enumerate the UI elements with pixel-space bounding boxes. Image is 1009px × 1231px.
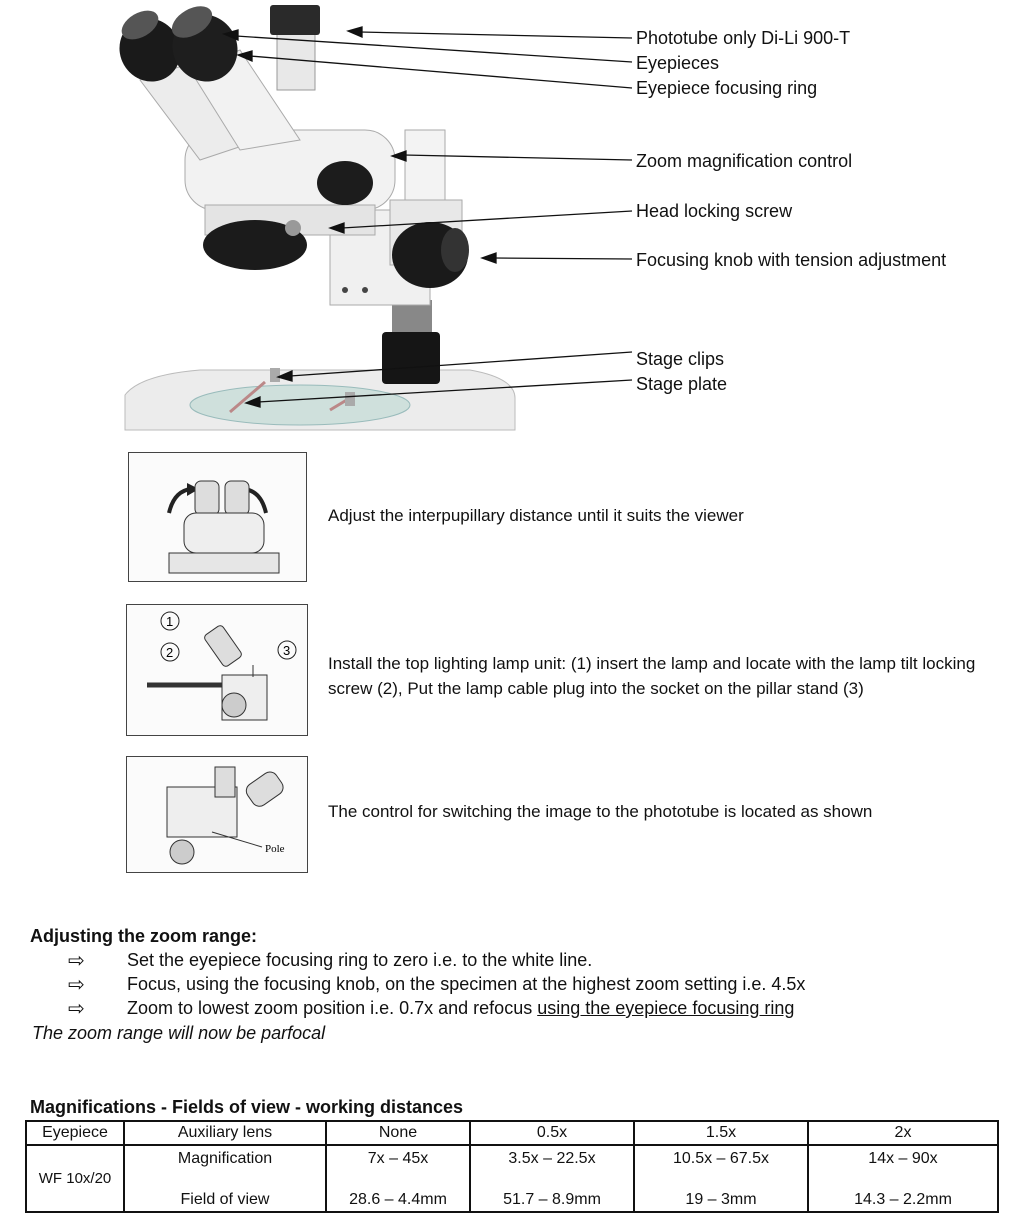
step-1-text: Adjust the interpupillary distance until it suits the viewer (328, 506, 744, 525)
label-head-locking-screw: Head locking screw (636, 201, 793, 221)
cell-1-5x: 10.5x – 67.5x 19 – 3mm (634, 1145, 808, 1212)
callout-1: 1 (166, 614, 174, 629)
microscope-illustration (0, 0, 1009, 440)
header-eyepiece: Eyepiece (26, 1121, 124, 1145)
magnification-table (25, 1120, 999, 1213)
table-title: Magnifications - Fields of view - working distances (30, 1097, 464, 1117)
zoom-heading: Adjusting the zoom range: (30, 926, 257, 946)
cell-none: 7x – 45x 28.6 – 4.4mm (326, 1145, 470, 1212)
pole-label: Pole (265, 843, 285, 855)
pillar-collar (382, 332, 440, 384)
label-phototube: Phototube only Di-Li 900-T (636, 28, 851, 48)
label-focusing-knob: Focusing knob with tension adjustment (636, 250, 947, 270)
step-2-text: Install the top lighting lamp unit: (1) insert the lamp and locate with the lamp tilt locking screw (2), Put the lamp cable plug into the socket on the pillar stand (3) (328, 654, 976, 698)
figure-lamp-install (126, 604, 308, 736)
table-row (26, 1145, 998, 1212)
arrow-bullet-icon: ⇨ (68, 950, 85, 972)
zoom-note: The zoom range will now be parfocal (32, 1023, 326, 1043)
zoom-item-1: Set the eyepiece focusing ring to zero i.e. to the white line. (127, 950, 593, 970)
label-stage-clips: Stage clips (636, 349, 725, 369)
phototube (270, 5, 320, 35)
header-auxiliary-lens: Auxiliary lens (124, 1121, 326, 1145)
label-eyepiece-focusing-ring: Eyepiece focusing ring (636, 78, 818, 98)
stage-clip-right (345, 392, 355, 406)
header-1-5x: 1.5x (634, 1121, 808, 1145)
callout-2: 2 (166, 645, 174, 660)
row-label-magnification: Magnification (177, 1150, 273, 1167)
cell-2x: 14x – 90x 14.3 – 2.2mm (808, 1145, 998, 1212)
stage-plate-shape (190, 385, 410, 425)
header-0-5x: 0.5x (470, 1121, 634, 1145)
label-stage-plate: Stage plate (636, 374, 728, 394)
step-3-text: The control for switching the image to the phototube is located as shown (328, 802, 873, 821)
header-none: None (326, 1121, 470, 1145)
cell-0-5x: 3.5x – 22.5x 51.7 – 8.9mm (470, 1145, 634, 1212)
table-header-row (26, 1121, 998, 1145)
row-label-field-of-view: Field of view (180, 1191, 270, 1208)
header-2x: 2x (808, 1121, 998, 1145)
zoom-knob (317, 161, 373, 205)
arrow-bullet-icon: ⇨ (68, 998, 85, 1020)
arrow-bullet-icon: ⇨ (68, 974, 85, 996)
zoom-item-3-underlined: using the eyepiece focusing ring (537, 998, 795, 1018)
zoom-item-3: Zoom to lowest zoom position i.e. 0.7x and refocus using the eyepiece focusing ring (127, 998, 795, 1018)
stage-clip-left (270, 368, 280, 382)
eyepiece-cell: WF 10x/20 (26, 1145, 124, 1212)
figure-phototube-switch (126, 756, 308, 873)
callout-3: 3 (283, 643, 291, 658)
zoom-item-2: Focus, using the focusing knob, on the specimen at the highest zoom setting i.e. 4.5x (127, 974, 806, 994)
label-zoom-control: Zoom magnification control (636, 151, 853, 171)
figure-interpupillary (128, 452, 307, 582)
label-eyepieces: Eyepieces (636, 53, 720, 73)
row-labels-cell (124, 1145, 326, 1212)
